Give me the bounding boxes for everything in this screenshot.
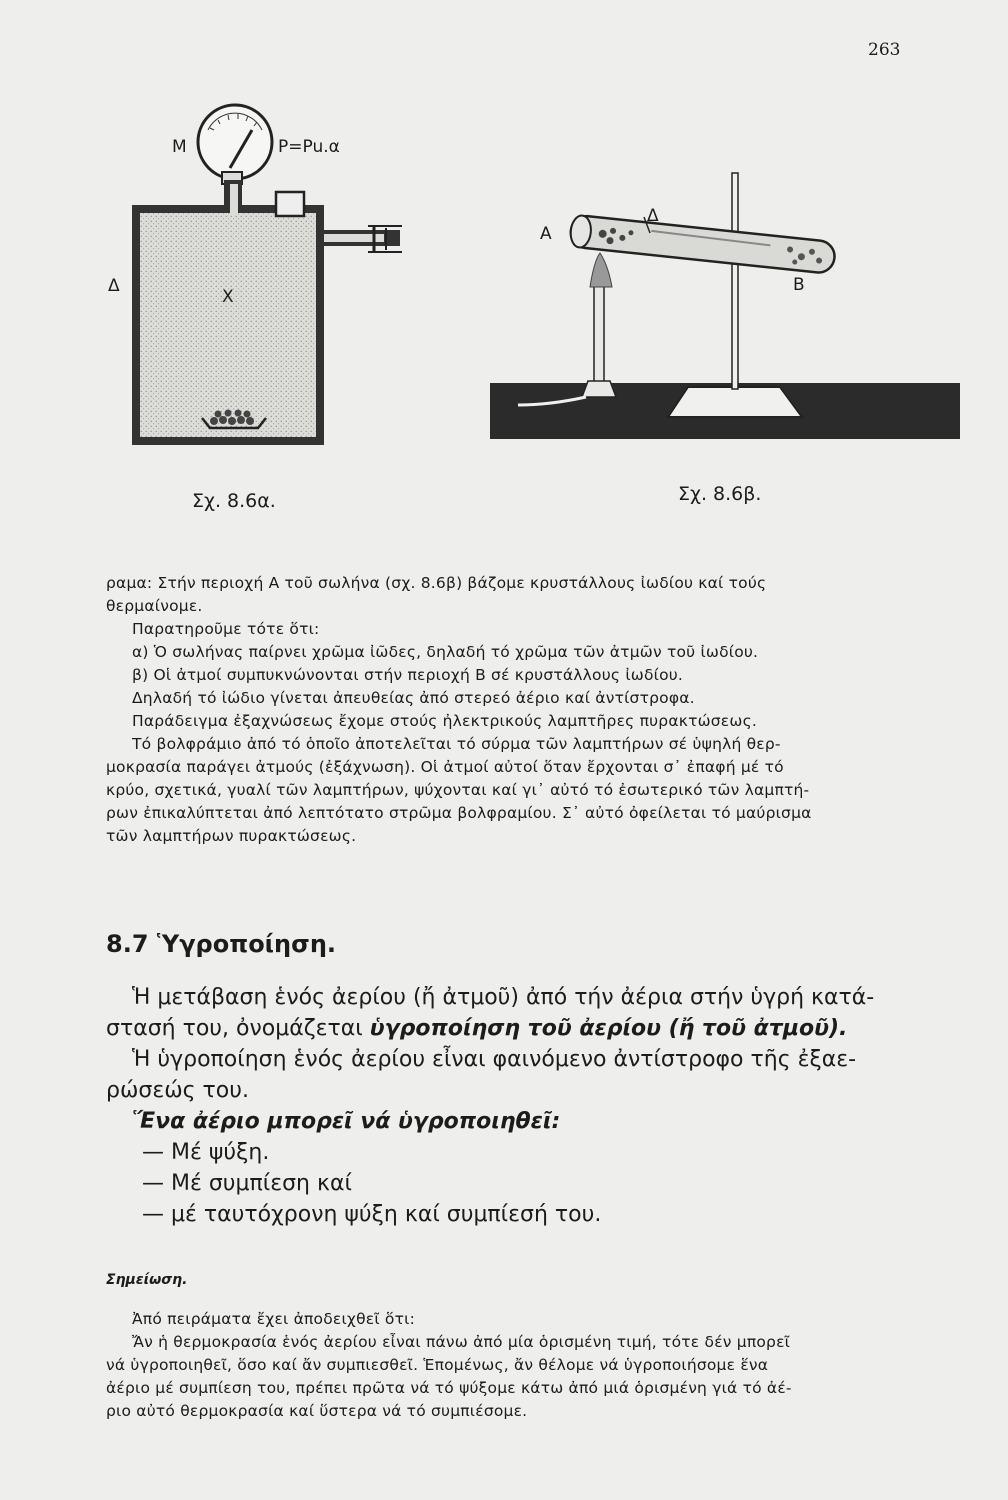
note-line: Ἀπό πειράματα ἔχει ἀποδειχθεῖ ὅτι:: [132, 1310, 415, 1328]
body-line: Παρατηροῦμε τότε ὅτι:: [132, 620, 320, 638]
note-line: ἀέριο μέ συμπίεση του, πρέπει πρῶτα νά τό ψύξομε κάτω ἀπό μιά ὁρισμένη γιά τό ἀέ-: [106, 1379, 792, 1397]
figure-b-label-a: A: [540, 224, 552, 244]
body-line: Παράδειγμα ἐξαχνώσεως ἔχομε στούς ἠλεκτρικούς λαμπτῆρες πυρακτώσεως.: [132, 712, 757, 730]
body-line: θερμαίνομε.: [106, 597, 203, 615]
section-line: Ἡ ὑγροποίηση ἑνός ἀερίου εἶναι φαινόμενο ἀντίστροφο τῆς ἐξαε-: [132, 1047, 857, 1072]
section-body: [106, 982, 956, 1230]
figure-8-6b-iodine-tube: [490, 165, 960, 440]
body-line: Τό βολφράμιο ἀπό τό ὁποῖο ἀποτελεῖται τό σύρμα τῶν λαμπτήρων σέ ὑψηλή θερ-: [132, 735, 781, 753]
body-line: μοκρασία παράγει ἀτμούς (ἐξάχνωση). Οἱ ἀτμοί αὐτοί ὅταν ἔρχονται σ᾽ ἐπαφή μέ τό: [106, 758, 784, 776]
figure-b-label-delta: Δ: [647, 206, 659, 226]
body-line: ραμα: Στήν περιοχή Α τοῦ σωλήνα (σχ. 8.6β) βάζομε κρυστάλλους ἰωδίου καί τούς: [106, 574, 767, 592]
figure-a-label-p: P=Pu.α: [278, 137, 340, 157]
body-line: τῶν λαμπτήρων πυρακτώσεως.: [106, 827, 357, 845]
body-line: β) Οἱ ἀτμοί συμπυκνώνονται στήν περιοχή Β σέ κρυστάλλους ἰωδίου.: [132, 666, 684, 684]
figure-8-6a-vessel: [110, 100, 430, 450]
section-line: Ἡ μετάβαση ἑνός ἀερίου (ἤ ἀτμοῦ) ἀπό τήν ἀέρια στήν ὑγρή κατά-: [132, 985, 875, 1010]
body-line: κρύο, σχετικά, γυαλί τῶν λαμπτήρων, ψύχονται καί γι᾽ αὐτό τό ἐσωτερικό τῶν λαμπτή-: [106, 781, 810, 799]
note-line: Ἄν ἡ θερμοκρασία ἑνός ἀερίου εἶναι πάνω ἀπό μία ὁρισμένη τιμή, τότε δέν μπορεῖ: [132, 1333, 791, 1351]
list-item: — μέ ταυτόχρονη ψύξη καί συμπίεσή του.: [142, 1202, 602, 1227]
figure-b-caption: Σχ. 8.6β.: [678, 483, 762, 505]
note-line: νά ὑγροποιηθεῖ, ὅσο καί ἄν συμπιεσθεῖ. Ἑπομένως, ἄν θέλομε νά ὑγροποιήσομε ἕνα: [106, 1356, 769, 1374]
list-item: — Μέ ψύξη.: [142, 1140, 270, 1165]
section-subheading: Ἕνα ἀέριο μπορεῖ νά ὑγροποιηθεῖ:: [132, 1109, 561, 1134]
section-line: ρώσεώς του.: [106, 1078, 249, 1103]
page-number: 263: [868, 40, 901, 60]
note-body: [106, 1308, 956, 1423]
body-line: Δηλαδή τό ἰώδιο γίνεται ἀπευθείας ἀπό στερεό ἀέριο καί ἀντίστροφα.: [132, 689, 695, 707]
list-item: — Μέ συμπίεση καί: [142, 1171, 352, 1196]
figure-b-label-b: B: [793, 275, 805, 295]
defined-term: ὑγροποίηση τοῦ ἀερίου (ἤ τοῦ ἀτμοῦ).: [369, 1016, 848, 1041]
section-line: στασή του, ὀνομάζεται ὑγροποίηση τοῦ ἀερίου (ἤ τοῦ ἀτμοῦ).: [106, 1016, 848, 1041]
body-line: ρων ἐπικαλύπτεται ἀπό λεπτότατο στρῶμα βολφραμίου. Σ᾽ αὐτό ὀφείλεται τό μαύρισμα: [106, 804, 812, 822]
note-heading: Σημείωση.: [106, 1272, 188, 1288]
figure-a-label-m: M: [172, 137, 187, 157]
figure-a-label-delta: Δ: [108, 276, 120, 296]
section-heading: 8.7 Ὑγροποίηση.: [106, 930, 337, 958]
note-line: ριο αὐτό θερμοκρασία καί ὕστερα νά τό συμπιέσομε.: [106, 1402, 528, 1420]
figure-a-label-x: X: [222, 287, 234, 307]
body-text: [106, 572, 951, 848]
figure-a-caption: Σχ. 8.6α.: [192, 490, 276, 512]
body-line: α) Ὁ σωλήνας παίρνει χρῶμα ἰῶδες, δηλαδή τό χρῶμα τῶν ἀτμῶν τοῦ ἰωδίου.: [132, 643, 759, 661]
